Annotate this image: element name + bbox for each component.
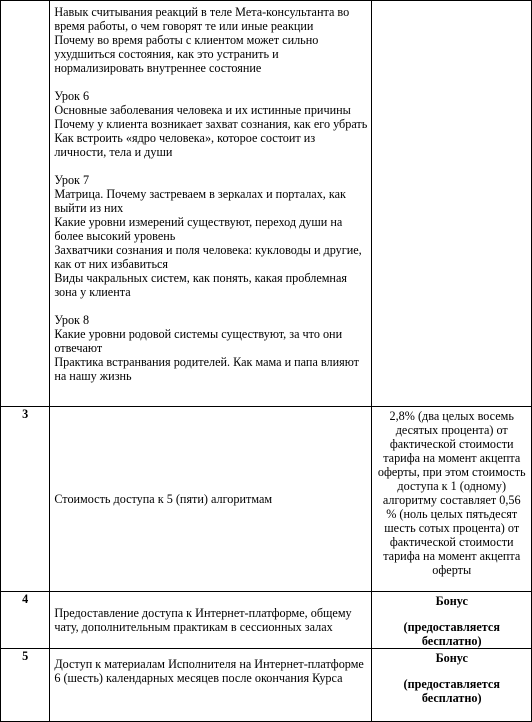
lesson-title: Урок 6 (54, 89, 90, 103)
lesson-line: Виды чакральных систем, как понять, какая проблемная зона у клиента (54, 271, 347, 299)
lessons-list (50, 1, 371, 383)
lesson-line: Почему во время работы с клиентом может сильно ухудшиться состояния, как это устранить и нормализировать внутреннее состояние (54, 33, 319, 75)
lesson-line: Какие уровни родовой системы существуют, за что они отвечают (54, 327, 343, 355)
description-cell (50, 591, 372, 648)
lesson-line: Почему у клиента возникает захват сознания, как его убрать (54, 117, 368, 131)
bonus-note: (предоставляется бесплатно) (403, 619, 500, 648)
lesson-block (54, 173, 367, 299)
row-number-cell (1, 1, 50, 407)
row-description: Стоимость доступа к 5 (пяти) алгоритмам (54, 491, 273, 506)
price-cell (372, 648, 532, 721)
row-description: Предоставление доступа к Интернет-платформе, общему чату, дополнительным практикам в сессионных залах (54, 605, 352, 634)
price-cell (372, 406, 532, 591)
bonus-block (372, 592, 531, 648)
table-row (1, 591, 532, 648)
bonus-title: Бонус (435, 593, 468, 608)
price-cell (372, 591, 532, 648)
row-number: 3 (1, 406, 50, 591)
lesson-line: Захватчики сознания и поля человека: кукловоды и другие, как от них избавиться (54, 243, 362, 271)
row-description: Доступ к материалам Исполнителя на Интернет-платформе 6 (шесть) календарных месяцев после окончания Курса (54, 656, 364, 685)
bonus-note: (предоставляется бесплатно) (403, 676, 500, 705)
lesson-block (54, 313, 367, 383)
lesson-line: Практика встранвания родителей. Как мама и папа влияют на нашу жизнь (54, 355, 359, 383)
lesson-line: Навык считывания реакций в теле Мета-консультанта во время работы, о чем говорят те или иные реакции (54, 5, 350, 33)
row-number: 5 (1, 648, 50, 721)
row-number: 4 (1, 591, 50, 648)
bonus-title: Бонус (435, 650, 468, 665)
bonus-block (372, 649, 531, 705)
table-row (1, 406, 532, 591)
lesson-line: Основные заболевания человека и их истинные причины (54, 103, 351, 117)
description-cell (50, 406, 372, 591)
lesson-block (54, 5, 367, 75)
table-row (1, 648, 532, 721)
lessons-cell (50, 1, 372, 407)
description-cell (50, 648, 372, 721)
lesson-line: Какие уровни измерений существуют, переход души на более высокий уровень (54, 215, 343, 243)
lesson-line: Как встроить «ядро человека», которое состоит из личности, тела и души (54, 131, 316, 159)
price-cell (372, 1, 532, 407)
lesson-line: Матрица. Почему застреваем в зеркалах и порталах, как выйти из них (54, 187, 346, 215)
lesson-title: Урок 7 (54, 173, 90, 187)
table-row (1, 1, 532, 407)
price-text: 2,8% (два целых восемь десятых процента) от фактической стоимости тарифа на момент акцепта оферты, при этом стоимость доступа к 1 (одному) алгоритму составляет 0,56 % (ноль целых пятьдесят шесть сотых процента) от фактической стоимости тарифа на момент акцепта оферты (377, 408, 526, 577)
lesson-block (54, 89, 367, 159)
lesson-title: Урок 8 (54, 313, 90, 327)
